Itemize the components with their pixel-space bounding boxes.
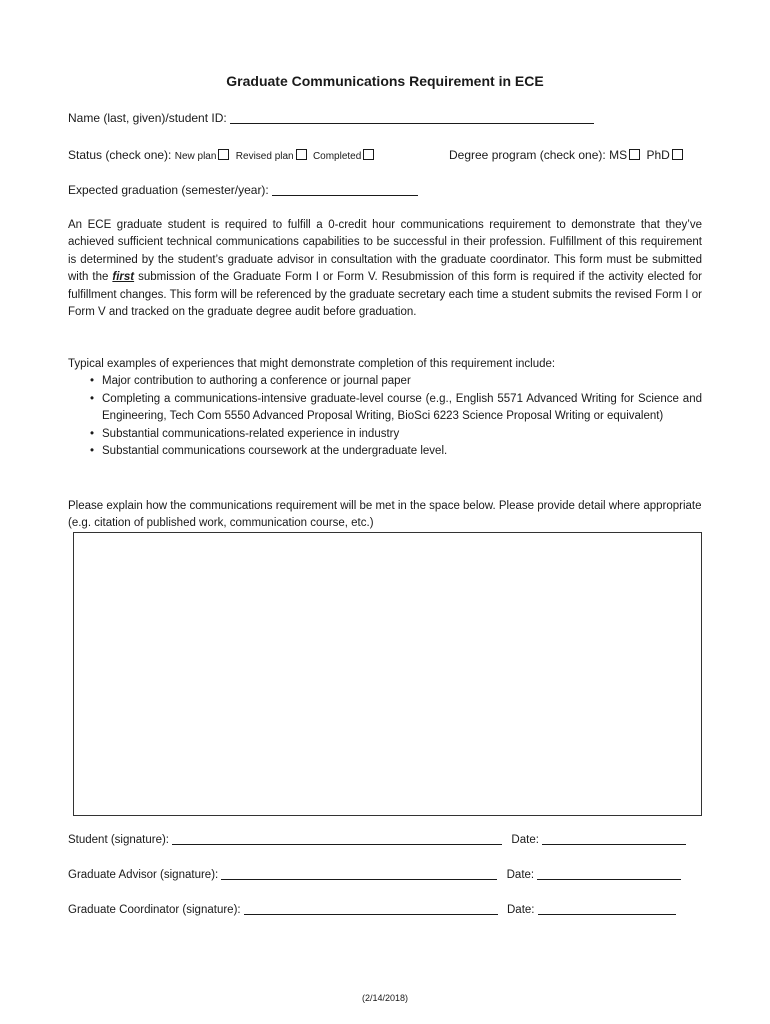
- coordinator-date-label: Date:: [507, 904, 535, 916]
- list-item: • Substantial communications coursework at the undergraduate level.: [68, 443, 702, 460]
- student-signature-row: [68, 833, 702, 846]
- intro-text-2: submission of the Graduate Form I or Form V. Resubmission of this form is required if the activity elected for fulfillment changes. This form will be referenced by the graduate secretary each time a student submits the revised Form I or Form V and tracked on the graduate degree audit before graduation.: [68, 271, 702, 319]
- student-date-label: Date:: [511, 834, 539, 846]
- advisor-date-field[interactable]: [537, 868, 681, 880]
- explain-instructions: Please explain how the communications requirement will be met in the space below. Please provide detail where appropriate (e.g. citation of published work, communication course, etc.): [68, 500, 702, 530]
- degree-option-ms-label: MS: [609, 148, 628, 162]
- coordinator-signature-label: Graduate Coordinator (signature):: [68, 904, 241, 916]
- status-option-revised-plan-label: Revised plan: [235, 151, 294, 162]
- status-row: [68, 148, 377, 162]
- explanation-textarea[interactable]: [73, 532, 702, 816]
- page-title: Graduate Communications Requirement in ECE: [226, 73, 544, 89]
- phd-checkbox[interactable]: [672, 149, 683, 160]
- name-row: [68, 111, 594, 125]
- status-option-completed-label: Completed: [312, 151, 362, 162]
- ms-checkbox[interactable]: [629, 149, 640, 160]
- student-signature-field[interactable]: [172, 833, 502, 845]
- list-item: • Completing a communications-intensive graduate-level course (e.g., English 5571 Advanced Writing for Science and Engineering, Tech Com 5550 Advanced Proposal Writing, BioSci 6223 Science Proposal Writing or equivalent): [68, 391, 702, 426]
- intro-text-1: An ECE graduate student is required to fulfill a 0-credit hour communications requirement to demonstrate that they’ve achieved sufficient technical communications capabilities to be successful in their profession. Fulfillment of this requirement is determined by the student’s graduate advisor in consultation with the graduate coordinator. This form must be submitted with the: [68, 219, 702, 284]
- status-label: Status (check one):: [68, 148, 172, 162]
- advisor-signature-row: [68, 868, 702, 881]
- name-label: Name (last, given)/student ID:: [68, 111, 227, 125]
- examples-heading: Typical examples of experiences that might demonstrate completion of this requirement include:: [68, 358, 556, 370]
- completed-checkbox[interactable]: [363, 149, 374, 160]
- intro-emphasis: first: [112, 271, 135, 284]
- expected-graduation-row: [68, 183, 418, 197]
- coordinator-date-field[interactable]: [538, 903, 676, 915]
- name-field[interactable]: [230, 112, 594, 124]
- student-date-field[interactable]: [542, 833, 686, 845]
- degree-option-phd-label: PhD: [646, 148, 670, 162]
- degree-row: [449, 148, 686, 162]
- status-option-new-plan-label: New plan: [174, 151, 217, 162]
- list-item: • Substantial communications-related experience in industry: [68, 426, 702, 443]
- new-plan-checkbox[interactable]: [218, 149, 229, 160]
- revised-plan-checkbox[interactable]: [296, 149, 307, 160]
- degree-label: Degree program (check one):: [449, 148, 606, 162]
- intro-paragraph: [68, 217, 702, 321]
- advisor-signature-label: Graduate Advisor (signature):: [68, 869, 219, 881]
- revision-date: (2/14/2018): [361, 993, 409, 1003]
- advisor-date-label: Date:: [506, 869, 535, 881]
- advisor-signature-field[interactable]: [221, 868, 497, 880]
- coordinator-signature-field[interactable]: [244, 903, 498, 915]
- expected-graduation-label: Expected graduation (semester/year):: [68, 183, 269, 197]
- examples-section: [68, 356, 702, 460]
- expected-graduation-field[interactable]: [272, 184, 418, 196]
- coordinator-signature-row: [68, 903, 702, 916]
- list-item: • Major contribution to authoring a conference or journal paper: [68, 373, 702, 390]
- student-signature-label: Student (signature):: [68, 834, 170, 846]
- examples-list: [68, 373, 702, 460]
